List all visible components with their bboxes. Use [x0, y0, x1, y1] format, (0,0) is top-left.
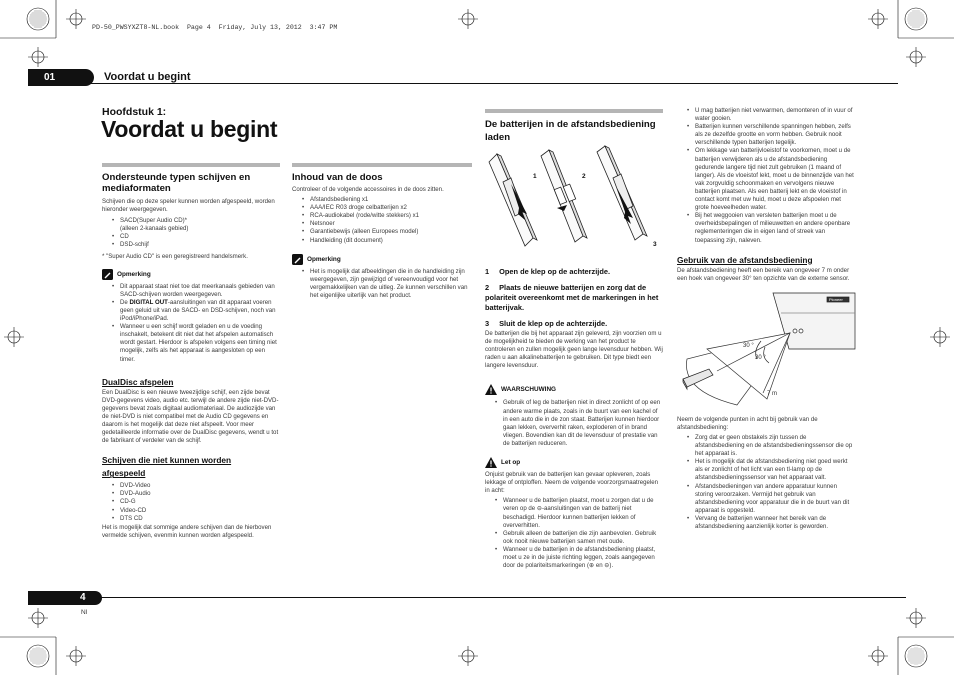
caution-list — [493, 497, 663, 570]
section-heading-box-contents: Inhoud van de doos — [292, 172, 383, 183]
list-item: • DVD-Audio — [110, 490, 280, 498]
section-bar — [485, 109, 663, 113]
note-icon — [292, 254, 303, 265]
list-item: • CD — [110, 233, 280, 241]
remote-range-diagram — [677, 289, 855, 409]
list-item: • Vervang de batterijen wanneer het bereik van de afstandsbediening aanzienlijk korter is geworden. — [685, 515, 855, 531]
note-box — [292, 254, 472, 300]
warning-box — [485, 384, 663, 448]
section-heading-remote-usage: Gebruik van de afstandsbediening — [677, 254, 813, 265]
list-item: • Om lekkage van batterijvloeistof te voorkomen, moet u de batterijen verwijderen als u de afstandsbediening gedurende langere tijd niet zult gebruiken (1 maand of langer). Als de vloeistof lekt, moet u de binnenzijde van het vak zorgvuldig schoonmaken en vervolgens nieuwe batterijen plaatsen. Als een batterij lekt en de vloeistof in contact komt met uw huid, moet u deze afspoelen met grote hoeveelheden water. — [685, 147, 855, 212]
figure-label: 2 — [582, 173, 586, 180]
column-2 — [292, 163, 472, 300]
section-heading-disc-types: Ondersteunde typen schijven en mediaformaten — [102, 172, 251, 194]
list-item: • RCA-audiokabel (rode/witte stekkers) x1 — [300, 212, 472, 220]
list-item: • Het is mogelijk dat afbeeldingen die in de handleiding zijn weergegeven, zijn gewijzigd of vereenvoudigd voor het vergemakkelijken van de uitleg. Ze kunnen verschillen van het eigenlijke uiterlijk van het product. — [300, 268, 472, 300]
step-item: 3 Sluit de klep op de achterzijde. — [485, 319, 608, 328]
step-list — [485, 267, 663, 329]
list-item: • Dit apparaat staat niet toe dat meerkanaals gebieden van SACD-schijven worden weergegeven. — [110, 283, 280, 299]
warning-icon — [485, 384, 497, 395]
usage-list — [685, 434, 855, 531]
note-title: Opmerking — [117, 270, 151, 278]
list-item: • Handleiding (dit document) — [300, 237, 472, 245]
list-item: • DSD-schijf — [110, 241, 280, 249]
column-4 — [677, 107, 855, 531]
remote-range-text: De afstandsbediening heeft een bereik van ongeveer 7 m onder een hoek van ongeveer 30° ten opzichte van de externe sensor. — [677, 266, 850, 282]
list-item: • De DIGITAL OUT-aansluitingen van dit apparaat voeren geen geluid uit van de SACD- en DSD-schijven, noch van iPod/iPhone/iPad. — [110, 299, 280, 323]
list-item: • Gebruik of leg de batterijen niet in direct zonlicht of op een andere warme plaats, zoals in de buurt van een kachel of in een auto die in de zon staat. Batterijen kunnen hierdoor gaan lekken, oververhit raken, exploderen of in brand vliegen. Bovendien kan dit de levensduur of prestatie van de batterijen reduceren. — [493, 399, 663, 448]
box-contents-intro: Controleer of de volgende accessoires in de doos zitten. — [292, 186, 444, 193]
chapter-tab-number — [28, 69, 94, 86]
step-item: 1 Open de klep op de achterzijde. — [485, 267, 611, 276]
warning-title: WAARSCHUWING — [501, 386, 557, 394]
distance-label: 7 m — [767, 390, 778, 397]
section-bar — [292, 163, 472, 167]
list-item: • Garantiebewijs (alleen Europees model) — [300, 228, 472, 236]
disc-type-list — [110, 217, 280, 249]
caution-icon — [485, 457, 497, 468]
angle-label: 30 ° — [743, 342, 754, 349]
list-item: • Wanneer u de batterijen plaatst, moet u zorgen dat u de veren op de ⊖-aansluitingen van de batterij niet beschadigd. Hierdoor kunnen batterijen lekken of oververhitten. — [493, 497, 663, 529]
chapter-tab-title: Voordat u begint — [104, 71, 191, 83]
list-item: • Afstandsbedieningen van andere apparatuur kunnen storing veroorzaken. Vermijd het gebruik van afstandsbediening voor apparatuur die in de buurt van dit apparaat is opgesteld. — [685, 483, 855, 515]
dualdisc-text: Een DualDisc is een nieuwe tweezijdige schijf, een zijde bevat DVD-gegevens video, audio etc. terwijl de andere zijde niet-DVD-gegevens bevat zoals digitaal audiomateriaal. De audiozijde van de niet-DVD is niet compatibel met de Audio CD gegevens en daarom is het mogelijk dat deze niet afspeelt. Voor meer gedetailleerde informatie over de DualDisc gegevens, wendt u tot de fabrikant of verdeler van de schijf. — [102, 388, 279, 445]
column-3 — [485, 109, 663, 570]
list-item: • DVD-Video — [110, 482, 280, 490]
battery-bullets — [685, 107, 855, 245]
list-item: • Zorg dat er geen obstakels zijn tussen de afstandsbediening en de afstandsbedieningssensor die op het apparaat is. — [685, 434, 855, 458]
angle-label: 30 ° — [755, 354, 766, 361]
chapter-tab-number-text: 01 — [44, 72, 56, 83]
battery-insertion-illustration — [485, 148, 663, 248]
chapter-title: Voordat u begint — [101, 116, 278, 142]
footer-language: Nl — [81, 609, 88, 616]
list-item: • Wanneer u de batterijen in de afstandsbediening plaatst, moet u ze in de juiste richting leggen, zoals aangegeven door de polariteitsmarkeringen (⊕ en ⊖). — [493, 546, 663, 570]
step-item: 2 Plaats de nieuwe batterijen en zorg dat de polariteit overeenkomt met de markeringen in het batterijvak. — [485, 283, 659, 312]
list-item: • Wanneer u een schijf wordt geladen en u de voeding inschakelt, betekent dit niet dat het afspelen automatisch wordt gestart. Hierdoor is afspelen volgens een timing niet mogelijk, zelfs als het apparaat is aangesloten op een timer. — [110, 323, 280, 363]
figure-label: 3 — [653, 241, 657, 248]
usage-intro: Neem de volgende punten in acht bij gebruik van de afstandsbediening: — [677, 415, 818, 431]
figure-label: 1 — [533, 173, 537, 180]
note-box — [102, 269, 280, 364]
list-item: • Bij het weggooien van versleten batterijen moet u de overheidsbepalingen of milieuwetten en andere openbare reglementeringen die in eigen land of streek van toepassing zijn, naleven. — [685, 212, 855, 244]
page-number: 4 — [80, 592, 86, 603]
column-1 — [102, 163, 280, 540]
list-item: • CD-G — [110, 498, 280, 506]
section-heading-nonplayable: Schijven die niet kunnen worden afgespeeld — [102, 455, 232, 479]
list-item: • AAA/IEC R03 droge celbatterijen x2 — [300, 204, 472, 212]
list-item: • Netsnoer — [300, 220, 472, 228]
section-heading-batteries: De batterijen in de afstandsbediening laden — [485, 119, 656, 143]
box-contents-list — [300, 196, 472, 245]
list-item: • Batterijen kunnen verschillende spanningen hebben, zelfs als ze dezelfde grootte en vorm hebben. Gebruik nooit verschillende typen batterijen tegelijk. — [685, 123, 855, 147]
file-header: PD-50_PWSYXZT8-NL.book Page 4 Friday, July 13, 2012 3:47 PM — [92, 24, 338, 31]
footer-rule — [56, 597, 906, 598]
battery-info: De batterijen die bij het apparaat zijn geleverd, zijn voorzien om u de mogelijkheid te bieden de werking van het product te controleren en zullen mogelijk geen lange levensduur hebben. Wij raden u aan alkalinebatterijen te gebruiken. Dit type biedt een langere levensduur. — [485, 330, 663, 370]
list-item: • Video-CD — [110, 507, 280, 515]
list-item: • Gebruik alleen de batterijen die zijn aanbevolen. Gebruik ook nooit nieuwe batterijen samen met oude. — [493, 530, 663, 546]
note-icon — [102, 269, 113, 280]
chapter-label: Hoofdstuk 1: — [102, 106, 167, 118]
list-item: • Het is mogelijk dat de afstandsbediening niet goed werkt als er zonlicht of het licht van een tl-lamp op de afstandsbedieningssensor van het apparaat valt. — [685, 458, 855, 482]
section-heading-dualdisc: DualDisc afspelen — [102, 376, 174, 387]
list-item: • DTS CD — [110, 515, 280, 523]
page-number-tab — [28, 591, 102, 605]
warning-list — [493, 399, 663, 448]
nonplayable-text: Het is mogelijk dat sommige andere schijven dan de hierboven vermelde schijven, evenmin kunnen worden afgespeeld. — [102, 523, 272, 539]
disc-types-intro: Schijven die op deze speler kunnen worden afgespeeld, worden hieronder weergegeven. — [102, 198, 275, 214]
caution-text: Onjuist gebruik van de batterijen kan gevaar opleveren, zoals lekkage of ontploffen. Neem de volgende voorzorgsmaatregelen in acht: — [485, 471, 658, 495]
note-list — [110, 283, 280, 364]
brand-logo: Pioneer — [829, 296, 843, 302]
note-list — [300, 268, 472, 300]
list-item: • U mag batterijen niet verwarmen, demonteren of in vuur of water gooien. — [685, 107, 855, 123]
list-item: • SACD(Super Audio CD)* (alleen 2-kanaals gebied) — [110, 217, 280, 233]
note-title: Opmerking — [307, 255, 341, 263]
footnote: * "Super Audio CD" is een geregistreerd handelsmerk. — [102, 252, 248, 260]
list-item: • Afstandsbediening x1 — [300, 196, 472, 204]
caution-title: Let op — [501, 459, 521, 467]
section-bar — [102, 163, 280, 167]
caution-box — [485, 457, 663, 570]
nonplayable-list — [110, 482, 280, 522]
